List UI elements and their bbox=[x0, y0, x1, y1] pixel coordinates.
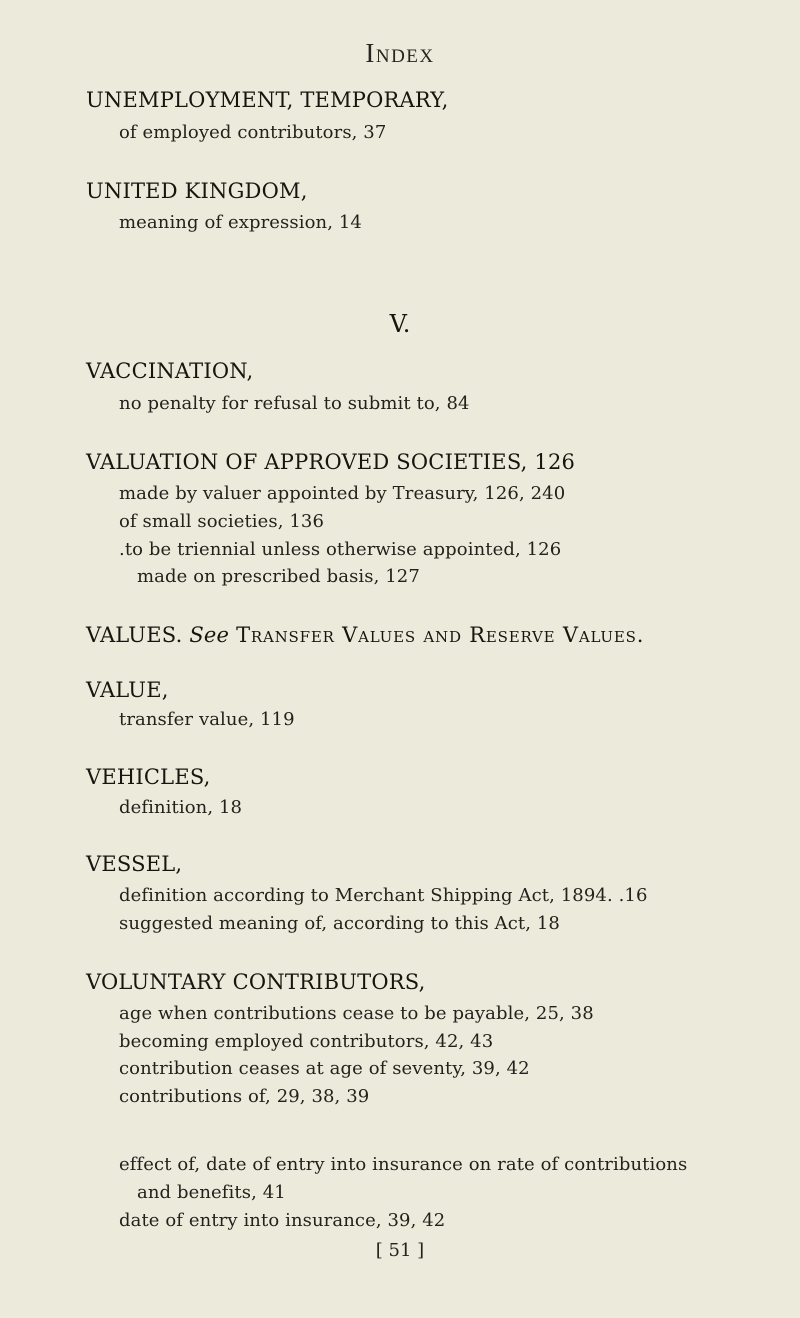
index-subentry: made on prescribed basis, 127 bbox=[137, 566, 420, 587]
index-subentry: becoming employed contributors, 42, 43 bbox=[119, 1031, 494, 1052]
index-subentry: definition, 18 bbox=[119, 797, 243, 818]
index-heading: VACCINATION, bbox=[86, 359, 254, 383]
index-subentry: of employed contributors, 37 bbox=[119, 122, 387, 143]
index-subentry: age when contributions cease to be payable, 25, 38 bbox=[119, 1003, 594, 1024]
index-heading: UNEMPLOYMENT, TEMPORARY, bbox=[86, 88, 449, 112]
running-head: Index bbox=[365, 38, 435, 68]
index-heading: VESSEL, bbox=[86, 852, 183, 876]
index-subentry: made by valuer appointed by Treasury, 126, 240 bbox=[119, 483, 566, 504]
page-number: [ 51 ] bbox=[375, 1240, 425, 1261]
cross-reference: Transfer Values and Reserve Values. bbox=[236, 623, 645, 647]
heading-prefix: VALUES. bbox=[86, 623, 183, 647]
index-subentry: meaning of expression, 14 bbox=[119, 212, 362, 233]
index-subentry: contributions of, 29, 38, 39 bbox=[119, 1086, 370, 1107]
index-heading-cross-reference bbox=[86, 623, 644, 647]
index-subentry: effect of, date of entry into insurance on rate of contributions bbox=[119, 1154, 688, 1175]
index-heading: UNITED KINGDOM, bbox=[86, 179, 308, 203]
index-subentry: no penalty for refusal to submit to, 84 bbox=[119, 393, 470, 414]
index-heading: VALUATION OF APPROVED SOCIETIES, 126 bbox=[86, 450, 576, 474]
index-subentry: definition according to Merchant Shipping Act, 1894. .16 bbox=[119, 885, 648, 906]
index-subentry: date of entry into insurance, 39, 42 bbox=[119, 1210, 446, 1231]
see-label: See bbox=[189, 623, 230, 647]
section-letter: V. bbox=[389, 310, 411, 338]
index-subentry: suggested meaning of, according to this Act, 18 bbox=[119, 913, 560, 934]
index-subentry: contribution ceases at age of seventy, 39, 42 bbox=[119, 1058, 530, 1079]
index-subentry: of small societies, 136 bbox=[119, 511, 325, 532]
index-heading: VOLUNTARY CONTRIBUTORS, bbox=[86, 970, 426, 994]
index-subentry: transfer value, 119 bbox=[119, 709, 295, 730]
index-heading: VEHICLES, bbox=[86, 765, 211, 789]
index-subentry: and benefits, 41 bbox=[137, 1182, 286, 1203]
index-heading: VALUE, bbox=[86, 678, 169, 702]
index-subentry: .to be triennial unless otherwise appointed, 126 bbox=[119, 539, 562, 560]
